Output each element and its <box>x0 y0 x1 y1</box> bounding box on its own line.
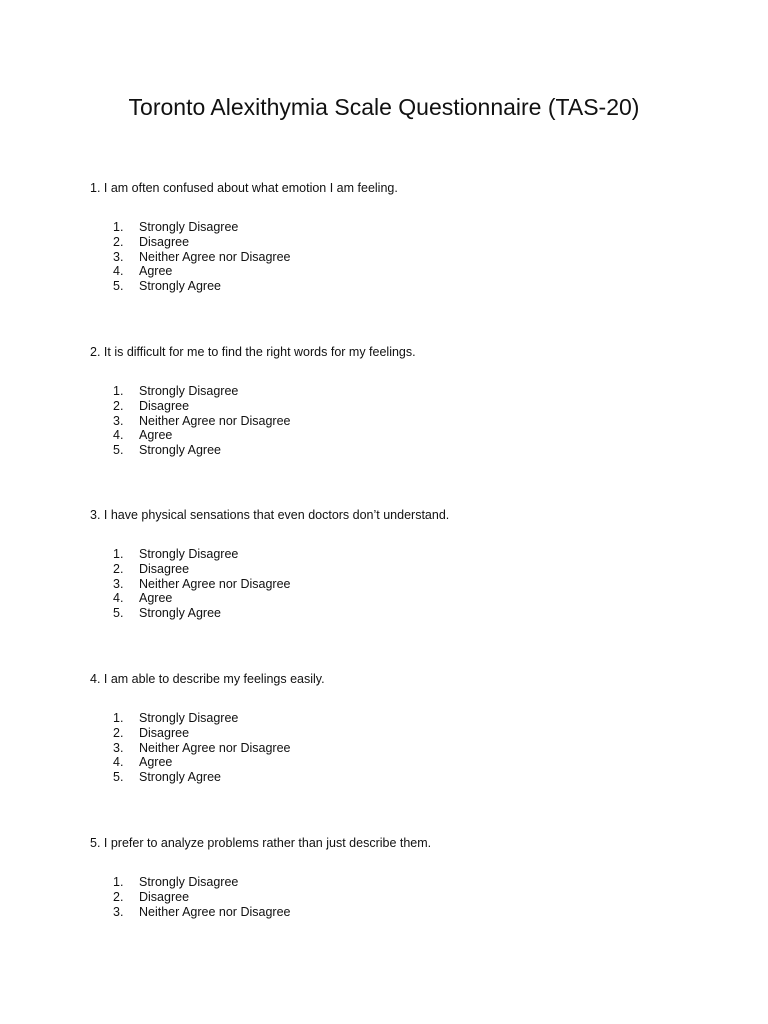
option-number: 3. <box>113 249 124 264</box>
option-number: 4. <box>113 264 124 279</box>
option-label: Disagree <box>139 561 190 576</box>
option-neutral[interactable] <box>90 577 710 592</box>
option-label: Strongly Disagree <box>139 384 239 398</box>
answer-options <box>90 711 710 785</box>
option-strongly-disagree[interactable] <box>90 547 710 562</box>
option-strongly-agree[interactable] <box>90 279 710 294</box>
option-neutral[interactable] <box>90 414 710 429</box>
option-number: 3. <box>113 576 124 591</box>
option-number: 3. <box>113 740 124 755</box>
option-label: Agree <box>139 591 173 606</box>
question-text: 4. I am able to describe my feelings easily. <box>90 672 325 686</box>
option-disagree[interactable] <box>90 562 710 577</box>
option-number: 2. <box>113 725 124 740</box>
option-strongly-disagree[interactable] <box>90 875 710 890</box>
option-neutral[interactable] <box>90 741 710 756</box>
page-title: Toronto Alexithymia Scale Questionnaire (TAS-20) <box>128 94 640 120</box>
option-number: 4. <box>113 591 124 606</box>
option-number: 5. <box>113 443 124 458</box>
option-label: Strongly Agree <box>139 770 221 785</box>
option-label: Neither Agree nor Disagree <box>139 740 291 755</box>
option-label: Neither Agree nor Disagree <box>139 249 291 264</box>
option-number: 5. <box>113 770 124 785</box>
answer-options <box>90 547 710 621</box>
option-disagree[interactable] <box>90 235 710 250</box>
option-number: 1. <box>113 384 124 398</box>
option-agree[interactable] <box>90 591 710 606</box>
question-3 <box>90 507 710 621</box>
question-text: 1. I am often confused about what emotion I am feeling. <box>90 181 398 195</box>
option-strongly-disagree[interactable] <box>90 384 710 399</box>
question-text: 5. I prefer to analyze problems rather than just describe them. <box>90 836 432 850</box>
option-strongly-disagree[interactable] <box>90 220 710 235</box>
option-strongly-disagree[interactable] <box>90 711 710 726</box>
option-label: Agree <box>139 755 173 770</box>
option-label: Strongly Disagree <box>139 875 239 889</box>
option-label: Strongly Agree <box>139 606 221 621</box>
option-number: 3. <box>113 413 124 428</box>
option-strongly-agree[interactable] <box>90 443 710 458</box>
question-5 <box>90 835 710 919</box>
question-text: 3. I have physical sensations that even doctors don’t understand. <box>90 508 450 522</box>
option-number: 2. <box>113 889 124 904</box>
question-1 <box>90 180 710 294</box>
question-text: 2. It is difficult for me to find the right words for my feelings. <box>90 345 416 359</box>
option-label: Agree <box>139 428 173 443</box>
option-disagree[interactable] <box>90 890 710 905</box>
option-number: 5. <box>113 279 124 294</box>
option-label: Neither Agree nor Disagree <box>139 576 291 591</box>
option-label: Disagree <box>139 234 190 249</box>
answer-options <box>90 875 710 919</box>
option-disagree[interactable] <box>90 726 710 741</box>
option-number: 2. <box>113 234 124 249</box>
option-label: Disagree <box>139 398 190 413</box>
question-2 <box>90 344 710 458</box>
option-number: 2. <box>113 561 124 576</box>
option-label: Strongly Disagree <box>139 220 239 234</box>
option-strongly-agree[interactable] <box>90 606 710 621</box>
option-number: 4. <box>113 428 124 443</box>
option-label: Strongly Disagree <box>139 547 239 561</box>
option-label: Strongly Agree <box>139 279 221 294</box>
option-strongly-agree[interactable] <box>90 770 710 785</box>
option-agree[interactable] <box>90 755 710 770</box>
option-disagree[interactable] <box>90 399 710 414</box>
option-label: Disagree <box>139 889 190 904</box>
option-label: Strongly Agree <box>139 443 221 458</box>
option-label: Agree <box>139 264 173 279</box>
option-number: 5. <box>113 606 124 621</box>
option-number: 4. <box>113 755 124 770</box>
option-number: 1. <box>113 711 124 725</box>
option-number: 3. <box>113 904 124 919</box>
option-label: Disagree <box>139 725 190 740</box>
answer-options <box>90 384 710 458</box>
option-number: 1. <box>113 547 124 561</box>
option-label: Neither Agree nor Disagree <box>139 413 291 428</box>
answer-options <box>90 220 710 294</box>
option-label: Neither Agree nor Disagree <box>139 904 291 919</box>
option-label: Strongly Disagree <box>139 711 239 725</box>
question-4 <box>90 671 710 785</box>
option-neutral[interactable] <box>90 250 710 265</box>
option-agree[interactable] <box>90 428 710 443</box>
option-agree[interactable] <box>90 264 710 279</box>
option-number: 2. <box>113 398 124 413</box>
option-number: 1. <box>113 875 124 889</box>
option-neutral[interactable] <box>90 905 710 920</box>
option-number: 1. <box>113 220 124 234</box>
